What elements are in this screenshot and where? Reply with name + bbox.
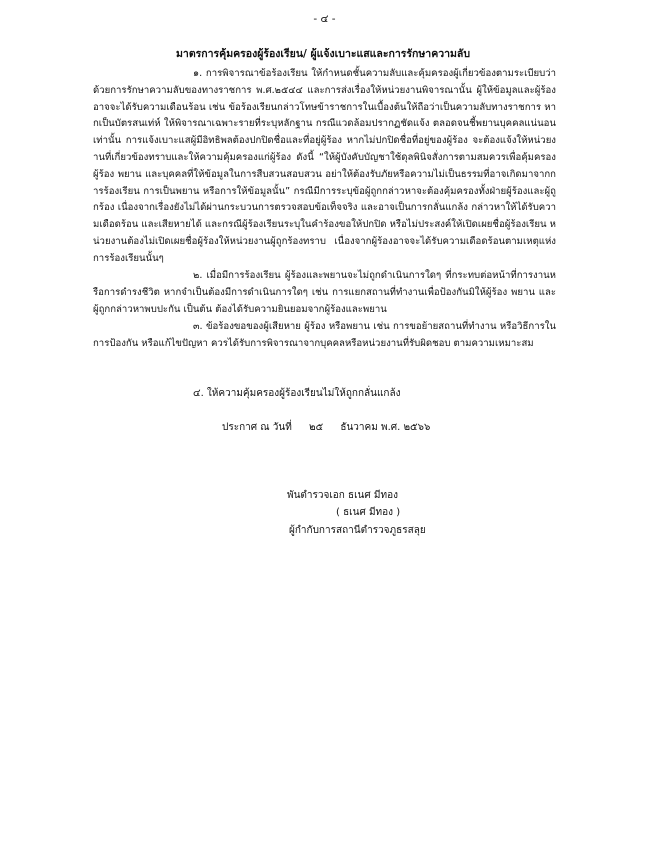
- signatory-name: พันตำรวจเอก ธเนศ มีทอง: [287, 490, 398, 501]
- paragraph-2: ๒. เมื่อมีการร้องเรียน ผู้ร้องและพยานจะไม่ถูกดำเนินการใดๆ ที่กระทบต่อหน้าที่การงานหรือการดำรงชีวิต หากจำเป็นต้องมีการดำเนินการใดๆ เช่น การแยกสถานที่ทำงานเพื่อป้องกันมิให้ผู้ร้อง พยาน และผู้ถูกกล่าวหาพบปะกัน เป็นต้น ต้องได้รับความยินยอมจากผู้ร้องและพยาน: [93, 270, 556, 315]
- page-number: - ๔ -: [313, 13, 336, 25]
- signatory-name-parenthesized: ( ธเนศ มีทอง ): [336, 507, 401, 518]
- announce-label: ประกาศ ณ วันที่: [222, 422, 292, 433]
- announce-day: ๒๕: [308, 422, 324, 433]
- document-heading: มาตรการคุ้มครองผู้ร้องเรียน/ ผู้แจ้งเบาะแสและการรักษาความลับ: [176, 48, 471, 60]
- paragraph-3: ๓. ข้อร้องขอของผู้เสียหาย ผู้ร้อง หรือพยาน เช่น การขอย้ายสถานที่ทำงาน หรือวิธีการในการป้องกัน หรือแก้ไขปัญหา ควรได้รับการพิจารณาจากบุคคลหรือหน่วยงานที่รับผิดชอบ ตามความเหมาะสม: [93, 321, 556, 349]
- paragraph-4: ๔. ให้ความคุ้มครองผู้ร้องเรียนไม่ให้ถูกกลั่นแกล้ง: [193, 388, 401, 399]
- signatory-title: ผู้กำกับการสถานีตำรวจภูธรสลุย: [289, 525, 426, 536]
- paragraph-1: ๑. การพิจารณาข้อร้องเรียน ให้กำหนดชั้นความลับและคุ้มครองผู้เกี่ยวข้องตามระเบียบว่าด้วยการรักษาความลับของทางราชการ พ.ศ.๒๕๔๔ และการส่งเรื่องให้หน่วยงานพิจารณานั้น ผู้ให้ข้อมูลและผู้ร้องอาจจะได้รับความเดือนร้อน เช่น ข้อร้องเรียนกล่าวโทษข้าราชการในเบื้องต้นให้ถือว่าเป็นความลับทางราชการ หากเป็นบัตรสนเท่ห์ ให้พิจารณาเฉพาะรายที่ระบุหลักฐาน กรณีแวดล้อมปรากฏชัดแจ้ง ตลอดจนชี้พยานบุคคลแน่นอนเท่านั้น การแจ้งเบาะแสผู้มีอิทธิพลต้องปกปิดชื่อและที่อยู่ผู้ร้อง หากไม่ปกปิดชื่อที่อยู่ของผู้ร้อง จะต้องแจ้งให้หน่วยงานที่เกี่ยวข้องทราบและให้ความคุ้มครองแก่ผู้ร้อง ดังนี้ “ให้ผู้บังคับบัญชาใช้ดุลพินิจสั่งการตามสมควรเพื่อคุ้มครองผู้ร้อง พยาน และบุคคลที่ให้ข้อมูลในการสืบสวนสอบสวน อย่าให้ต้องรับภัยหรือความไม่เป็นธรรมที่อาจเกิดมาจากการร้องเรียน การเป็นพยาน หรือการให้ข้อมูลนั้น” กรณีมีการระบุข้อผู้ถูกกล่าวหาจะต้องคุ้มครองทั้งฝ่ายผู้ร้องและผู้ถูกร้อง เนื่องจากเรื่องยังไม่ได้ผ่านกระบวนการตรวจสอบข้อเท็จจริง และอาจเป็นการกลั่นแกล้ง กล่าวหาให้ได้รับความเดือดร้อน และเสียหายได้ และกรณีผู้ร้องเรียนระบุในคำร้องขอให้ปกปิด หรือไม่ประสงค์ให้เปิดเผยชื่อผู้ร้องเรียน หน่วยงานต้องไม่เปิดเผยชื่อผู้ร้องให้หน่วยงานผู้ถูกร้องทราบ เนื่องจากผู้ร้องอาจจะได้รับความเดือดร้อนตามเหตุแห่งการร้องเรียนนั้นๆ: [93, 68, 556, 264]
- announcement-date: [222, 420, 444, 435]
- announce-month-year: ธันวาคม พ.ศ. ๒๕๖๖: [340, 422, 431, 433]
